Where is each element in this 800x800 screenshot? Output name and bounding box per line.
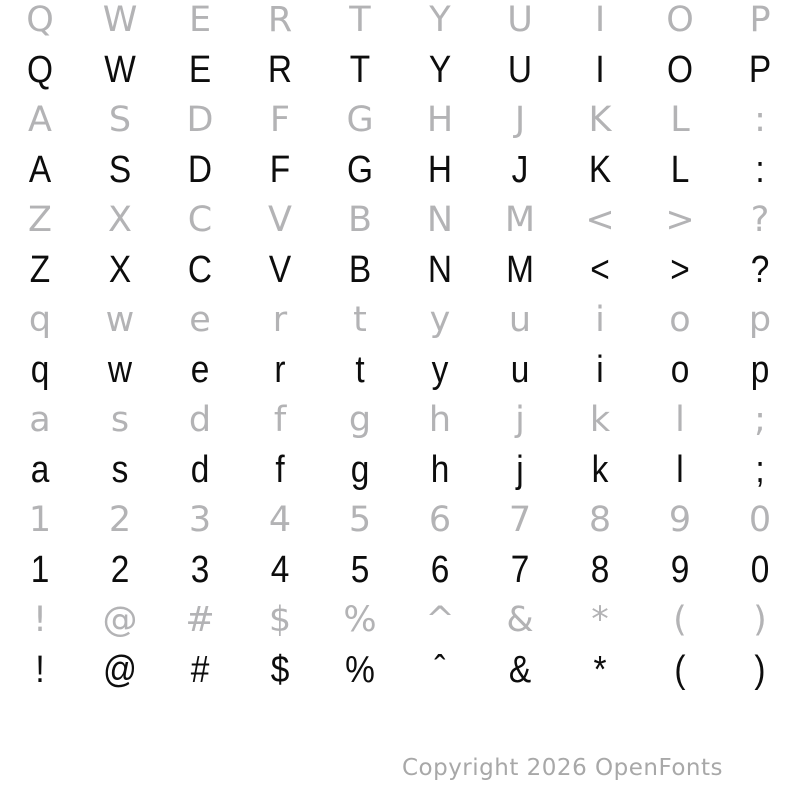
glyph-cell: 1 [30,548,50,591]
glyph-cell: 0 [750,548,770,591]
glyph-cell: g [350,448,370,491]
glyph-cell: ! [35,648,45,691]
glyph-cell: J [514,100,526,140]
glyph-cell: 6 [430,548,450,591]
glyph-cell: D [187,148,213,191]
glyph-cell: d [190,448,210,491]
glyph-row-main [0,640,800,700]
glyph-cell: u [510,348,530,391]
glyph-cell: 1 [28,500,52,540]
glyph-cell: u [508,300,532,340]
glyph-cell: A [28,100,52,140]
glyph-cell: 4 [270,548,290,591]
glyph-cell: Q [26,0,54,40]
glyph-cell: O [666,0,694,40]
glyph-cell: P [748,48,772,91]
glyph-cell: G [346,100,374,140]
glyph-cell: 7 [508,500,532,540]
glyph-cell: s [110,400,130,440]
glyph-cell: p [750,348,770,391]
glyph-cell: V [268,200,292,240]
glyph-cell: K [588,148,612,191]
glyph-row-ghost [0,300,800,340]
glyph-cell: & [508,648,532,691]
glyph-cell: ( [674,648,686,691]
glyph-cell: q [28,300,52,340]
glyph-cell: Y [428,48,452,91]
glyph-cell: F [269,148,291,191]
glyph-cell: Y [429,0,451,40]
glyph-cell: L [670,148,690,191]
glyph-cell: 4 [268,500,292,540]
glyph-cell: S [108,100,132,140]
glyph-cell: o [670,348,690,391]
glyph-cell: e [189,300,211,340]
glyph-cell: g [348,400,372,440]
glyph-cell: k [591,448,609,491]
glyph-cell: B [348,248,372,291]
glyph-cell: e [190,348,210,391]
glyph-cell: E [188,0,212,40]
glyph-cell: < [585,200,615,240]
glyph-row-main [0,540,800,600]
glyph-cell: ? [750,200,770,240]
glyph-cell: f [273,400,287,440]
glyph-cell: r [274,348,286,391]
glyph-cell: > [670,248,690,291]
glyph-cell: l [675,400,685,440]
glyph-cell: % [343,600,377,640]
glyph-cell: W [102,0,138,40]
glyph-cell: : [755,148,765,191]
glyph-cell: > [665,200,695,240]
glyph-cell: 5 [350,548,370,591]
glyph-cell: 7 [510,548,530,591]
glyph-cell: ; [755,448,765,491]
glyph-row-ghost [0,400,800,440]
glyph-cell: N [426,200,454,240]
glyph-cell: 9 [668,500,692,540]
glyph-cell: 5 [348,500,372,540]
glyph-cell: Z [29,248,51,291]
glyph-cell: @ [103,648,137,691]
glyph-cell: 6 [428,500,452,540]
glyph-cell: t [355,348,365,391]
glyph-cell: U [507,0,533,40]
glyph-cell: ; [754,400,766,440]
glyph-cell: p [748,300,772,340]
glyph-cell: S [108,148,132,191]
glyph-row-ghost [0,0,800,40]
glyph-cell: t [353,300,367,340]
glyph-cell: # [190,648,210,691]
glyph-cell: i [596,348,604,391]
copyright-watermark: Copyright 2026 OpenFonts [401,755,723,781]
glyph-cell: q [30,348,50,391]
glyph-cell: 0 [748,500,772,540]
glyph-cell: 3 [188,500,212,540]
glyph-cell: 2 [110,548,130,591]
glyph-cell: s [111,448,129,491]
glyph-cell: X [108,200,132,240]
glyph-cell: 2 [108,500,132,540]
glyph-cell: l [676,448,684,491]
glyph-cell: I [595,48,605,91]
glyph-cell: w [105,300,135,340]
glyph-cell: T [349,48,371,91]
glyph-cell: T [349,0,371,40]
glyph-cell: r [272,300,288,340]
glyph-cell: ( [673,600,687,640]
glyph-cell: y [431,348,449,391]
glyph-cell: 8 [590,548,610,591]
glyph-cell: D [186,100,214,140]
glyph-cell: G [346,148,374,191]
glyph-cell: * [591,600,609,640]
glyph-cell: P [749,0,771,40]
glyph-cell: H [426,100,454,140]
glyph-cell: h [428,400,452,440]
glyph-row-ghost [0,600,800,640]
glyph-row-main [0,140,800,200]
glyph-cell: 9 [670,548,690,591]
glyph-cell: ! [32,600,48,640]
glyph-row-ghost [0,100,800,140]
glyph-cell: O [666,48,694,91]
glyph-cell: j [515,400,525,440]
glyph-cell: 3 [190,548,210,591]
glyph-cell: @ [102,600,138,640]
glyph-cell: ? [750,248,770,291]
glyph-row-main [0,240,800,300]
glyph-cell: U [507,48,533,91]
glyph-cell: X [108,248,132,291]
glyph-cell: o [669,300,691,340]
glyph-cell: $ [268,600,292,640]
glyph-cell: N [427,248,453,291]
glyph-cell: C [187,248,213,291]
glyph-cell: j [516,448,524,491]
glyph-cell: f [275,448,285,491]
glyph-cell: Q [26,48,54,91]
glyph-cell: F [269,100,291,140]
glyph-cell: ) [754,648,766,691]
glyph-cell: ˆ [434,648,446,691]
glyph-cell: C [187,200,213,240]
glyph-cell: a [30,448,50,491]
glyph-cell: $ [270,648,290,691]
glyph-cell: % [345,648,375,691]
glyph-cell: a [29,400,51,440]
glyph-row-ghost [0,200,800,240]
glyph-cell: # [185,600,215,640]
glyph-cell: y [429,300,451,340]
glyph-cell: : [754,100,766,140]
glyph-cell: R [267,48,293,91]
glyph-cell: J [511,148,529,191]
glyph-cell: k [589,400,611,440]
glyph-row-main [0,40,800,100]
glyph-cell: V [268,248,292,291]
glyph-row-main [0,340,800,400]
glyph-cell: i [595,300,605,340]
glyph-cell: ) [753,600,767,640]
glyph-cell: E [188,48,212,91]
glyph-cell: I [594,0,606,40]
glyph-cell: R [267,0,293,40]
glyph-cell: 8 [588,500,612,540]
glyph-row-ghost [0,500,800,540]
glyph-cell: H [427,148,453,191]
glyph-cell: M [506,248,534,291]
glyph-cell: ^ [425,600,455,640]
glyph-cell: * [593,648,607,691]
glyph-cell: B [347,200,372,240]
glyph-cell: < [590,248,610,291]
glyph-cell: K [588,100,612,140]
glyph-cell: W [104,48,136,91]
glyph-cell: Z [28,200,52,240]
glyph-cell: & [506,600,534,640]
glyph-cell: M [504,200,536,240]
glyph-cell: d [188,400,212,440]
glyph-cell: h [430,448,450,491]
glyph-cell: A [28,148,52,191]
glyph-cell: L [670,100,690,140]
glyph-cell: w [107,348,133,391]
glyph-row-main [0,440,800,500]
